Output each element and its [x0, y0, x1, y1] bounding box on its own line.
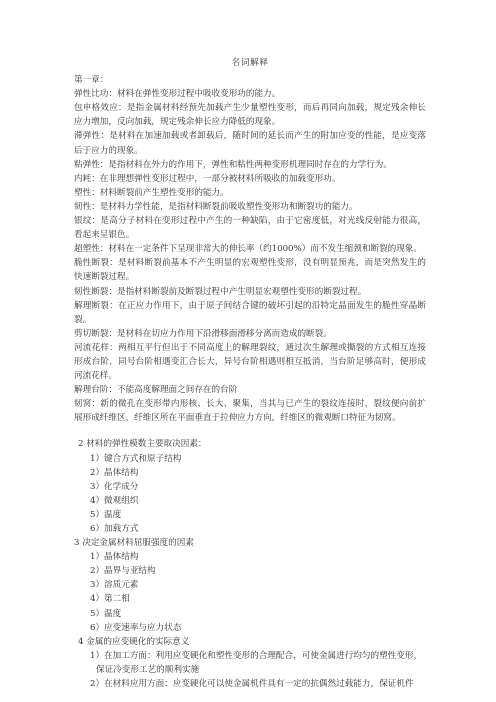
- list-item: 1）晶体结构: [90, 552, 139, 563]
- list-item: 4）第二相: [90, 594, 130, 605]
- definition-paragraph: 滞弹性：是材料在加速加载或者卸载后，随时间的延长而产生的附加应变的性能，是应变落后于应力的现象。: [74, 131, 426, 156]
- definition-paragraph: 韧性：是材料力学性能，是指材料断裂前吸收塑性变形功和断裂功的能力。: [74, 201, 358, 212]
- definition-paragraph: 包申格效应：是指金属材料经预先加载产生少量塑性变形，而后再同向加载，规定残余伸长应力增加，反向加载，规定残余伸长应力降低的现象。: [74, 103, 426, 128]
- list-item: 6）应变速率与应力状态: [90, 622, 182, 633]
- list-item: 3）化学成分: [90, 481, 139, 492]
- list-item: 5）温度: [90, 608, 122, 619]
- section-yield-strength: [74, 536, 426, 635]
- list-item: 3）溶质元素: [90, 580, 139, 591]
- list-item: 4）微观组织: [90, 495, 139, 506]
- definition-paragraph: 脆性断裂：是材料断裂前基本不产生明显的宏观塑性变形，没有明显预兆，而是突然发生的快速断裂过程。: [74, 258, 426, 283]
- section-heading: 3 决定金属材料屈服强度的因素: [74, 538, 194, 549]
- list-item: 5）温度: [90, 509, 122, 520]
- list-item: 6）加载方式: [90, 524, 139, 534]
- page-title: 名词解释: [231, 58, 269, 68]
- definition-paragraph: 超塑性：材料在一定条件下呈现非常大的伸长率（约1000%）而不发生缩颈和断裂的现象。: [74, 244, 423, 255]
- definition-paragraph: 塑性：材料断裂前产生塑性变形的能力。: [74, 187, 229, 198]
- list-item-continuation: 保证冷变形工艺的顺利实施: [96, 664, 200, 675]
- definition-paragraph: 解理台阶：不能高度解理面之间存在的台阶: [74, 385, 238, 396]
- list-item: 2）晶体结构: [90, 467, 139, 478]
- definition-paragraph: 内耗：在非理想弹性变形过程中，一部分被材料所吸收的加载变形功。: [74, 173, 341, 184]
- definition-paragraph: 剪切断裂：是材料在切应力作用下沿滑移面滑移分离而造成的断裂。: [74, 328, 332, 339]
- definition-paragraph: 解理断裂：在正应力作用下，由于原子间结合键的破坏引起的沿特定晶面发生的脆性穿晶断裂。: [74, 300, 426, 325]
- list-item: 1）在加工方面：利用应变硬化和塑性变形的合理配合，可使金属进行均匀的塑性变形，: [90, 650, 423, 661]
- definition-paragraph: 韧性断裂：是指材料断裂前及断裂过程中产生明显宏观塑性变形的断裂过程。: [74, 286, 367, 297]
- section-heading: 2 材料的弹性模数主要取决因素：: [78, 439, 207, 450]
- chapter-heading: 第一章：: [74, 75, 109, 86]
- list-item: 2）晶界与亚结构: [90, 566, 156, 577]
- section-elastic-modulus: [74, 437, 426, 536]
- section-gap: [74, 425, 426, 437]
- list-item: 1）键合方式和原子结构: [90, 453, 182, 464]
- definition-paragraph: 韧窝：新的微孔在变形带内形核、长大、聚集，当其与已产生的裂纹连接时，裂纹便向前扩展形成纤维区，纤维区所在平面垂直于拉伸应力方向，纤维区的微观断口特征为韧窝。: [74, 399, 426, 424]
- section-heading: 4 金属的应变硬化的实际意义: [78, 636, 190, 647]
- definitions-list: [74, 87, 426, 425]
- definition-paragraph: 粘弹性：是指材料在外力的作用下，弹性和粘性两种变形机理同时存在的力学行为。: [74, 159, 392, 170]
- definition-paragraph: 弹性比功：材料在弹性变形过程中吸收变形功的能力。: [74, 89, 281, 100]
- section-strain-hardening: [74, 635, 426, 691]
- list-item: 2）在材料应用方面：应变硬化可以使金属机件具有一定的抗偶然过载能力，保证机件: [90, 679, 414, 690]
- definition-paragraph: 河流花样：两相互平行但出于不同高度上的解理裂纹，通过次生解理或撕裂的方式相互连接形成台阶，同号台阶相遇变汇合长大，异号台阶相遇则相互抵消，当台阶足够高时，便形成河流花样。: [74, 342, 426, 382]
- definition-paragraph: 银纹：是高分子材料在变形过程中产生的一种缺陷，由于它密度低，对光线反射能力很高，看起来呈银色。: [74, 216, 426, 241]
